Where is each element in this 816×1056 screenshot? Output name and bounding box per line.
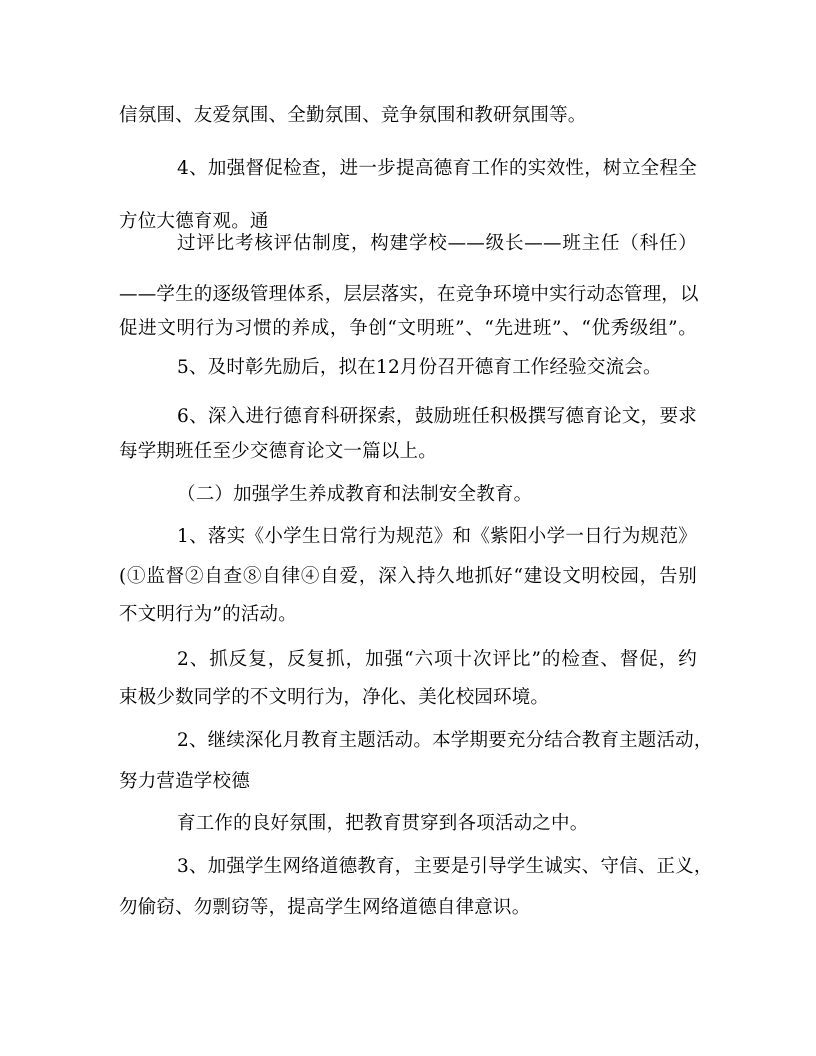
text-line-20: 勿偷窃、勿剽窃等，提高学生网络道德自律意识。 (119, 897, 531, 918)
text-line-19: 3、加强学生网络道德教育，主要是引导学生诚实、守信、正义， (177, 856, 713, 877)
text-line-2: 4、加强督促检查，进一步提高德育工作的实效性，树立全程全 (177, 158, 697, 179)
section-heading: （二）加强学生养成教育和法制安全教育。 (177, 484, 533, 505)
text-line-9: 每学期班任至少交德育论文一篇以上。 (119, 441, 437, 462)
text-line-6: 促进文明行为习惯的养成，争创“文明班”、“先进班”、“优秀级组”。 (119, 318, 697, 339)
text-line-11: 1、落实《小学生日常行为规范》和《紫阳小学一日行为规范》 (177, 526, 697, 547)
text-line-16: 2、继续深化月教育主题活动。本学期要充分结合教育主题活动， (177, 730, 713, 751)
text-line-8: 6、深入进行德育科研探索，鼓励班任积极撰写德育论文，要求 (177, 406, 697, 427)
text-line-15: 束极少数同学的不文明行为，净化、美化校园环境。 (119, 687, 550, 708)
text-line-18: 育工作的良好氛围，把教育贯穿到各项活动之中。 (177, 813, 589, 834)
text-line-17: 努力营造学校德 (119, 771, 250, 792)
text-line-4: 过评比考核评估制度，构建学校——级长——班主任（科任） (177, 233, 697, 254)
text-line-14: 2、抓反复，反复抓，加强“六项十次评比”的检查、督促，约 (177, 649, 697, 670)
text-line-7: 5、及时彰先励后，拟在12月份召开德育工作经验交流会。 (177, 357, 662, 378)
text-line-3: 方位大德育观。通 (119, 211, 269, 232)
text-line-13: 不文明行为”的活动。 (119, 604, 297, 625)
text-line-12: (①监督②自查⑧自律④自爱，深入持久地抓好“建设文明校园，告别 (119, 566, 697, 587)
text-line-5: ——学生的逐级管理体系，层层落实，在竞争环境中实行动态管理，以 (119, 284, 699, 305)
text-line-1: 信氛围、友爱氛围、全勤氛围、竞争氛围和教研氛围等。 (119, 105, 587, 126)
